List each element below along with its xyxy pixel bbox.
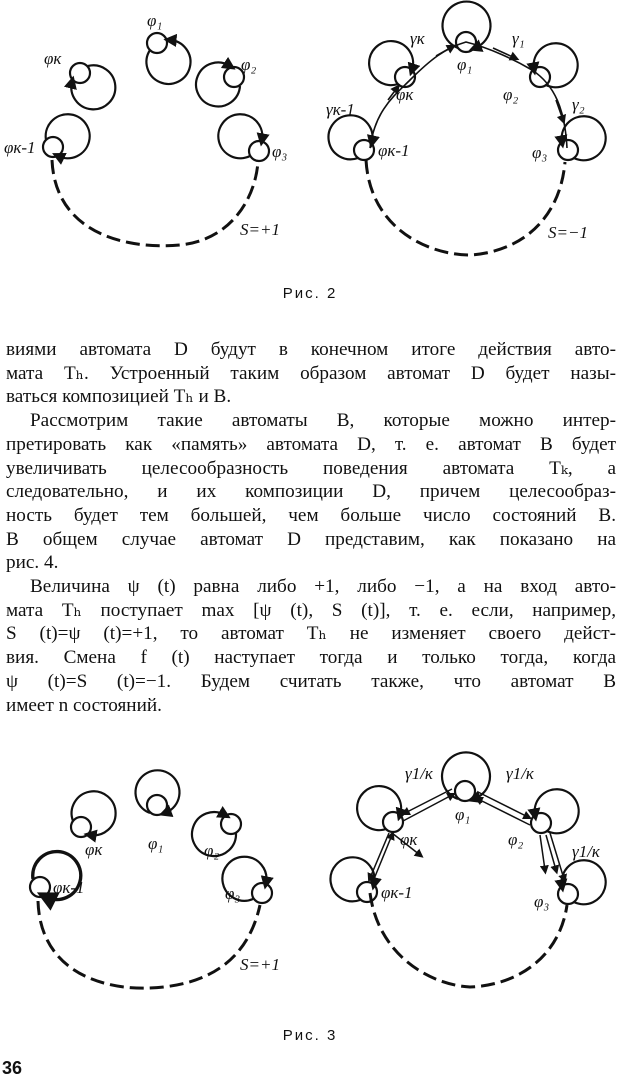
fig2-right-label: φ₃ (532, 143, 548, 162)
fig2-right-label: φк (396, 85, 414, 104)
fig3-right-label: φк (400, 830, 418, 849)
body-text (6, 338, 616, 717)
fig2-right-label: S=−1 (548, 223, 588, 242)
text-line: имеет n состояний. (6, 694, 162, 716)
fig3-right-label: φ₃ (534, 892, 550, 911)
text-line: ность будет тем большей, чем больше число состояний B. (6, 504, 616, 526)
fig3-right-label: φк-1 (381, 883, 413, 902)
fig2-right-label: γк-1 (326, 100, 355, 119)
figure-2 (0, 0, 620, 285)
fig3-left-label: φк-1 (53, 878, 85, 897)
fig3-left-label: φ₂ (204, 841, 220, 860)
text-line: В общем случае автомат D представим, как показано на (6, 528, 616, 550)
fig2-left-label: φк (44, 49, 62, 68)
text-line: претировать как «память» автомата D, т. е. автомат B будет (6, 433, 616, 455)
figure-2-caption: Рис. 2 (282, 285, 338, 302)
text-line: Рассмотрим такие автоматы B, которые можно интер- (30, 410, 616, 432)
text-line: вия. Смена f (t) наступает тогда и только тогда, когда (6, 647, 616, 669)
text-line: ваться композицией Tₕ и B. (6, 386, 232, 408)
text-line: следовательно, и их композиции D, причем целесообраз- (6, 481, 616, 503)
text-line: мата Tₕ. Устроенный таким образом автомат D будет назы- (6, 362, 616, 384)
fig2-left-label: φ₁ (147, 11, 163, 30)
fig3-left-label: φк (85, 840, 103, 859)
text-line: рис. 4. (6, 552, 59, 574)
figure-3 (0, 745, 620, 1015)
text-line: Величина ψ (t) равна либо +1, либо −1, а на вход авто- (30, 576, 616, 598)
text-line: увеличивать целесообразность поведения автомата Tₖ, а (6, 457, 616, 479)
fig3-right-label: γ1/к (506, 764, 534, 783)
fig3-left-label: φ₃ (225, 884, 241, 903)
fig3-right-label: φ₂ (508, 830, 524, 849)
text-line: мата Tₕ поступает max [ψ (t), S (t)], т. е. если, например, (6, 599, 616, 621)
fig2-left-label: φк-1 (4, 138, 36, 157)
figure-3-caption: Рис. 3 (282, 1027, 338, 1044)
fig3-left-label: φ₁ (148, 834, 164, 853)
fig2-right-label: φ₂ (503, 85, 519, 104)
text-line: виями автомата D будут в конечном итоге действия авто- (6, 339, 616, 360)
fig2-right-label: γ₁ (512, 29, 525, 48)
fig2-right-label: φк-1 (378, 141, 410, 160)
fig2-left-label: φ₂ (241, 55, 257, 74)
fig2-right-label: φ₁ (457, 55, 473, 74)
page-number: 36 (2, 1058, 23, 1078)
fig3-right-label: γ1/к (572, 842, 600, 861)
fig2-left-label: S=+1 (240, 220, 280, 239)
fig2-right-label: γк (410, 29, 425, 48)
text-line: S (t)=ψ (t)=+1, то автомат Tₕ не изменяет своего дейст- (6, 623, 616, 645)
fig2-left-label: φ₃ (272, 142, 288, 161)
text-line: ψ (t)=S (t)=−1. Будем считать также, что автомат B (6, 670, 616, 692)
fig2-right-label: γ₂ (572, 95, 585, 114)
fig3-right-label: φ₁ (455, 805, 471, 824)
fig3-right-label: γ1/к (405, 764, 433, 783)
fig3-left-label: S=+1 (240, 955, 280, 974)
